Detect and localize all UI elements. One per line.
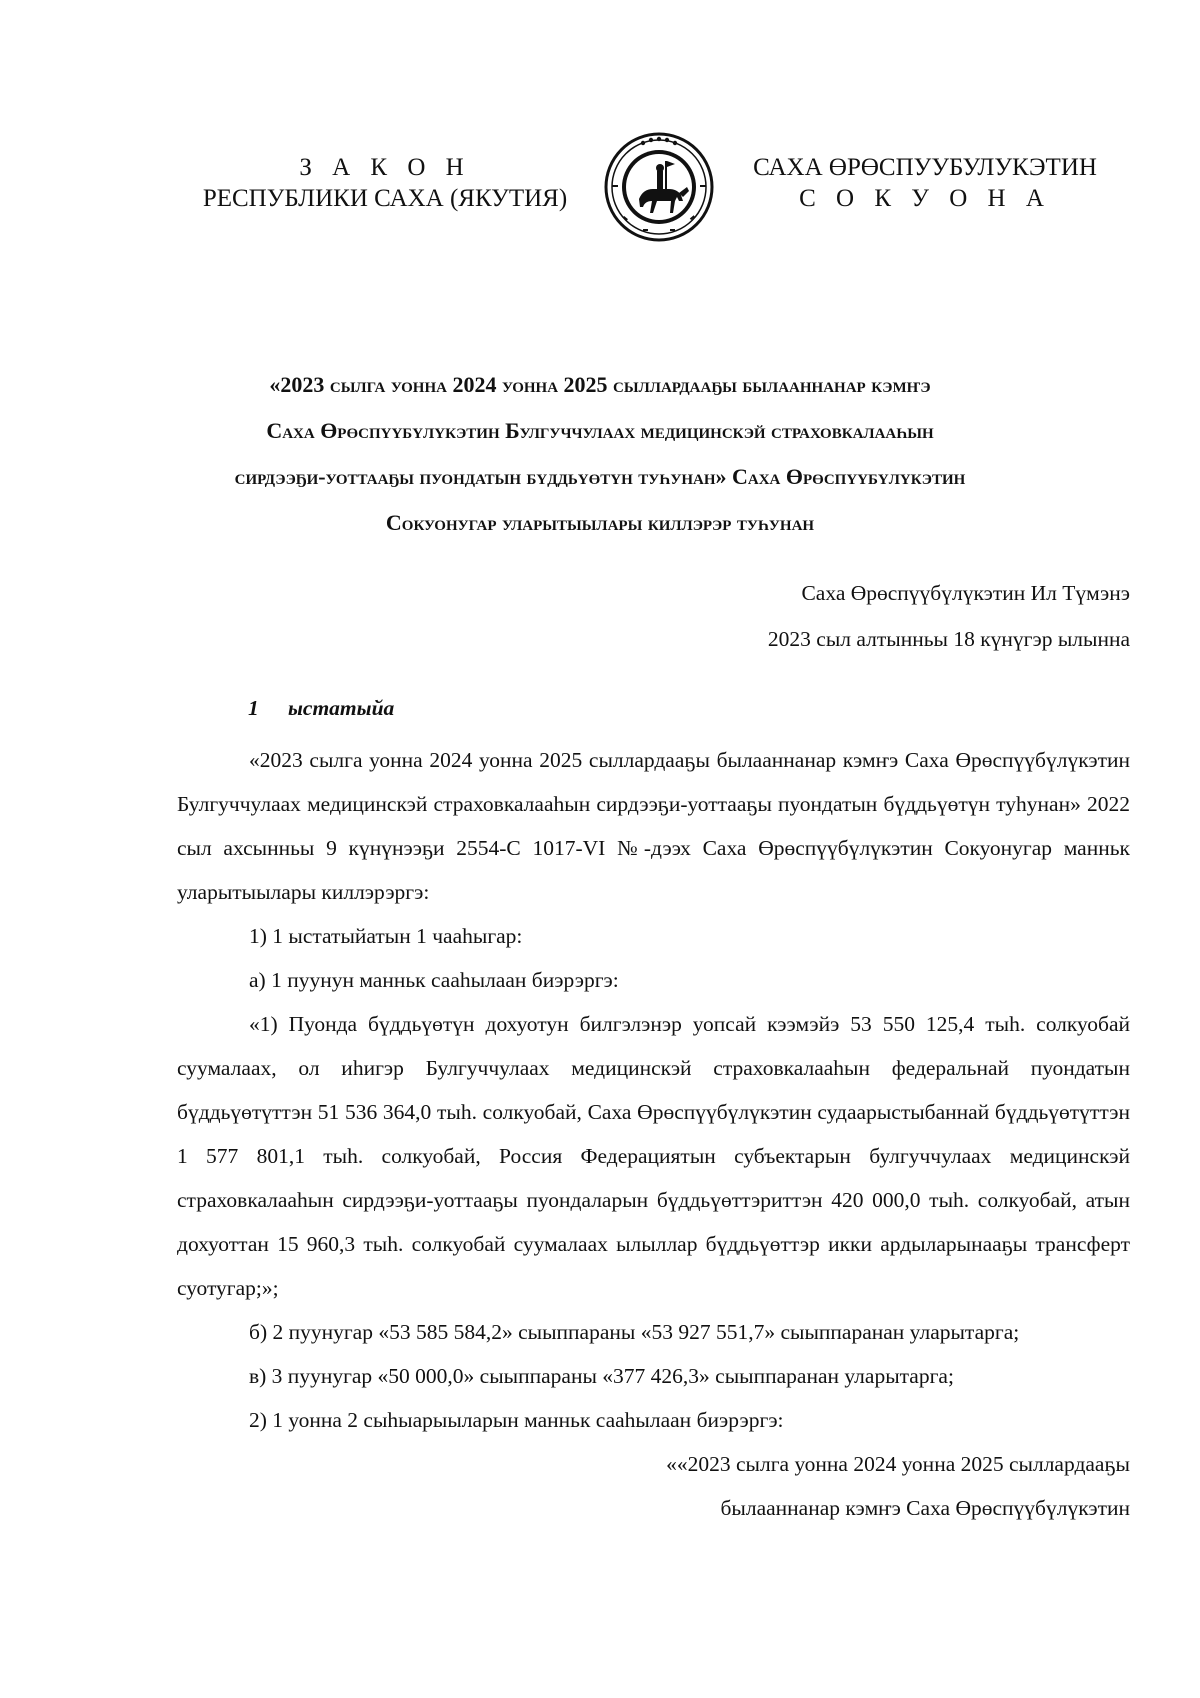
republic-emblem-icon [603, 131, 715, 243]
article-number: 1 [248, 696, 259, 720]
paragraph: б) 2 пуунугар «53 585 584,2» сыыппараны «53 927 551,7» сыыппаранан уларытарга; [249, 1320, 1020, 1344]
paragraph: в) 3 пуунугар «50 000,0» сыыппараны «377 426,3» сыыппаранан уларытарга; [249, 1364, 954, 1388]
paragraph: а) 1 пуунун манньк сааһылаан биэрэргэ: [249, 968, 619, 992]
adoption-body: Саха Өрөспүүбүлүкэтин Ил Түмэнэ [801, 581, 1130, 605]
article-body [177, 738, 1130, 1530]
header-right-line2: С О К У О Н А [799, 185, 1051, 212]
header-left-line2: РЕСПУБЛИКИ САХА (ЯКУТИЯ) [202, 185, 568, 212]
paragraph: «1) Пуонда бүддьүөтүн дохуотун билгэлэнэр уопсай кээмэйэ 53 550 125,4 тыһ. солкуобай суумалаах, ол иһигэр Булгуччулаах медицинскэй страховкалааһын федеральнай пуондатын бүддьүөтүттэн 51 536 364,0 тыһ. солкуобай, Саха Өрөспүүбүлүкэтин судаарыстыбаннай бүддьүөтүттэн 1 577 801,1 тыһ. солкуобай, Россия Федерациятын субъектарын булгуччулаах медицинскэй страховкалааһын сирдээҕи-уоттааҕы пуондаларын бүддьүөттэриттэн 420 000,0 тыһ. солкуобай, атын дохуоттан 15 960,3 тыһ. солкуобай суумалаах ылыллар бүддьүөттэр икки ардыларынааҕы трансферт суотугар;»; [177, 1012, 1130, 1300]
header-right-line1: САХА ӨРӨСПУУБУЛУКЭТИН [753, 154, 1097, 181]
article-label: ыстатыйа [288, 696, 395, 720]
paragraph: былааннанар кэмҥэ Саха Өрөспүүбүлүкэтин [720, 1496, 1130, 1520]
adoption-info [600, 570, 1130, 662]
title-line: Саха Өрөспүүбүлүкэтин Булгуччулаах медицинскэй страховкалааһын [266, 418, 934, 443]
adoption-date: 2023 сыл алтынньы 18 күнүгэр ылынна [767, 627, 1130, 651]
header-left-line1: З А К О Н [299, 154, 471, 181]
header-left [175, 152, 595, 214]
title-line: Сокуонугар уларытыылары киллэрэр туһунан [385, 510, 815, 535]
paragraph: 1) 1 ыстатыйатын 1 чааһыгар: [249, 924, 523, 948]
law-title [160, 362, 1040, 546]
title-line: сирдээҕи-уоттааҕы пуондатын бүддьүөтүн туһунан» Саха Өрөспүүбүлүкэтин [234, 464, 966, 489]
header-right [725, 152, 1125, 214]
paragraph: 2) 1 уонна 2 сыһыарыыларын манньк сааһылаан биэрэргэ: [249, 1408, 784, 1432]
title-line: «2023 сылга уонна 2024 уонна 2025 сыллардааҕы былааннанар кэмҥэ [269, 372, 931, 397]
paragraph: ««2023 сылга уонна 2024 уонна 2025 сыллардааҕы [666, 1452, 1130, 1476]
paragraph: «2023 сылга уонна 2024 уонна 2025 сыллардааҕы былааннанар кэмҥэ Саха Өрөспүүбүлүкэтин Булгуччулаах медицинскэй страховкалааһын сирдээҕи-уоттааҕы пуондатын бүддьүөтүн туһунан» 2022 сыл ахсынньы 9 күнүнээҕи 2554-С 1017-VI №-дээх Саха Өрөспүүбүлүкэтин Сокуонугар манньк уларытыылары киллэрэргэ: [177, 748, 1130, 904]
article-heading [248, 696, 394, 721]
